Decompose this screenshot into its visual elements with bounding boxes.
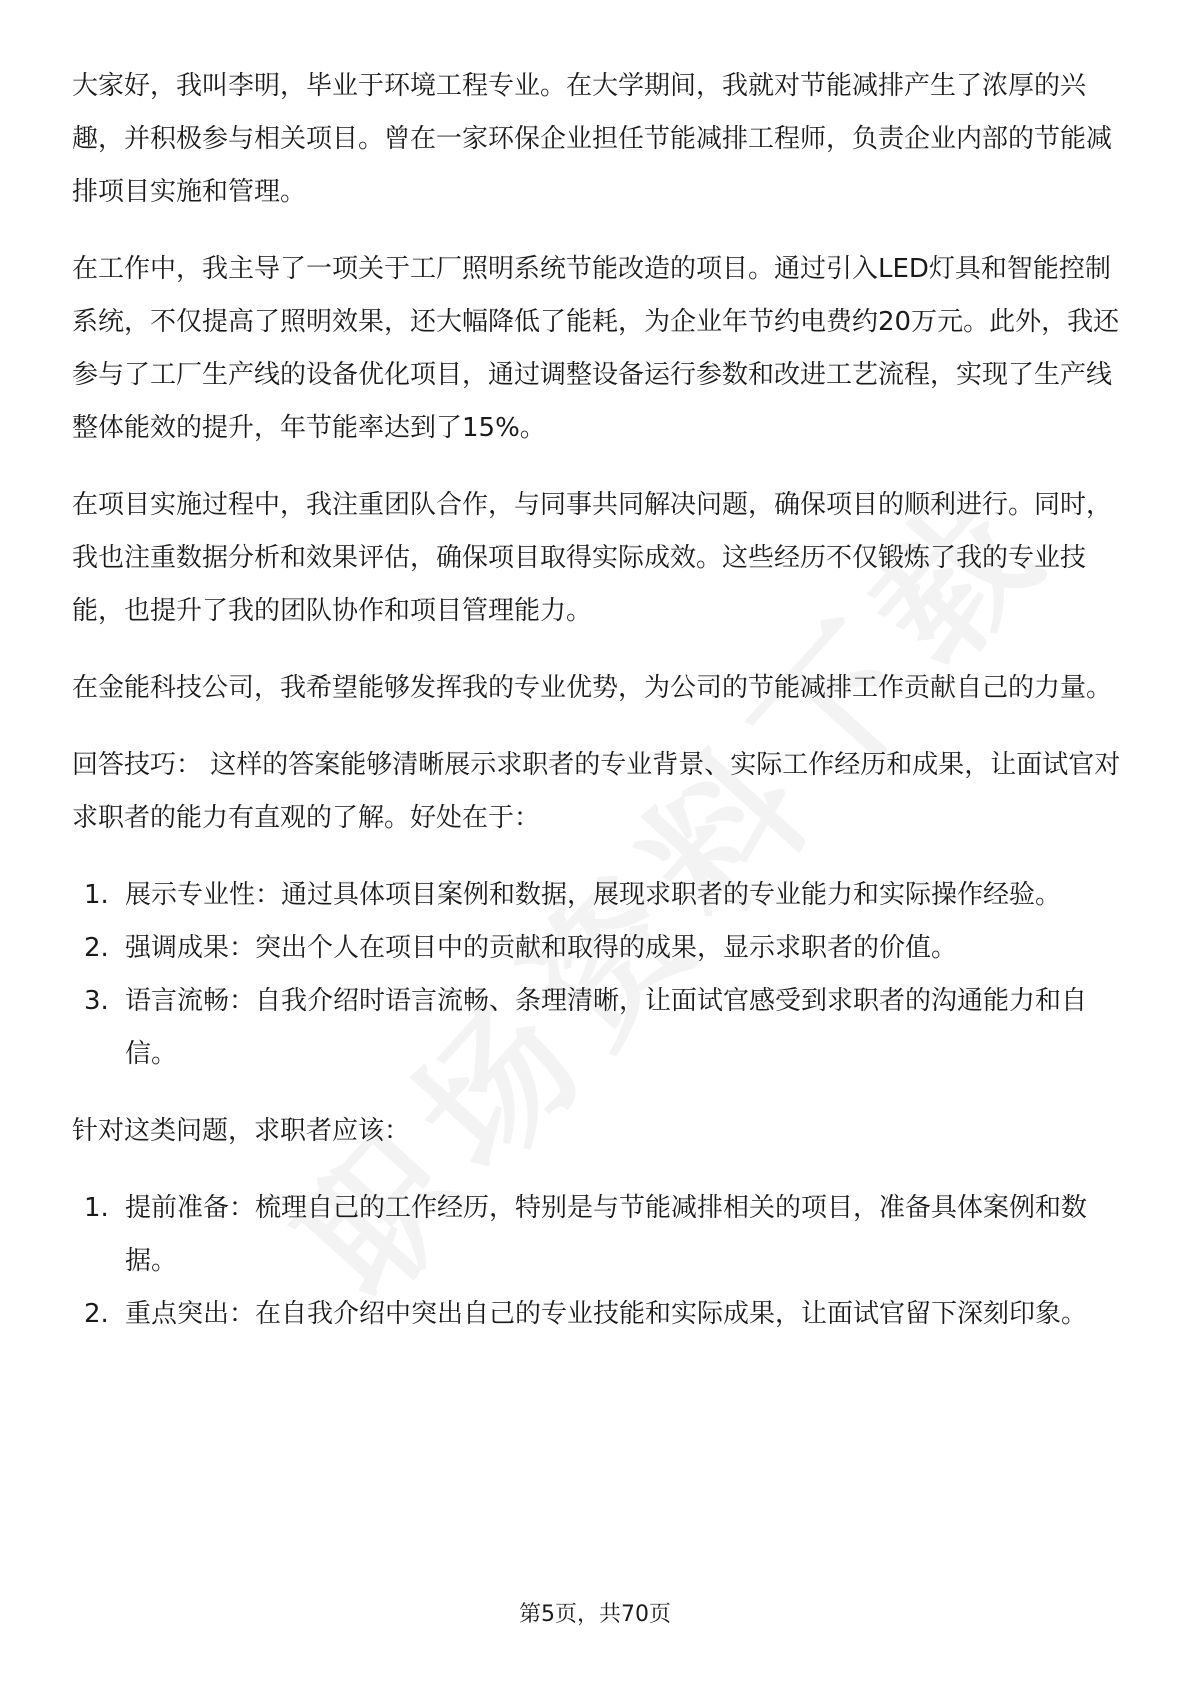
paragraph-teamwork: 在项目实施过程中，我注重团队合作，与同事共同解决问题，确保项目的顺利进行。同时，我也注重数据分析和效果评估，确保项目取得实际成效。这些经历不仅锻炼了我的专业技能，也提升了我的团队协作和项目管理能力。 xyxy=(72,490,1113,626)
paragraph-advice-intro: 针对这类问题，求职者应该： xyxy=(72,1116,411,1146)
benefits-list xyxy=(72,869,1122,1081)
list-number: 2. xyxy=(84,1299,109,1329)
list-number: 2. xyxy=(84,933,109,963)
list-item xyxy=(72,922,1122,975)
paragraph-goal: 在金能科技公司，我希望能够发挥我的专业优势，为公司的节能减排工作贡献自己的力量。 xyxy=(72,673,1113,703)
list-item xyxy=(72,869,1122,922)
paragraph-work-experience: 在工作中，我主导了一项关于工厂照明系统节能改造的项目。通过引入LED灯具和智能控制系统，不仅提高了照明效果，还大幅降低了能耗，为企业年节约电费约20万元。此外，我还参与了工厂生产线的设备优化项目，通过调整设备运行参数和改进工艺流程，实现了生产线整体能效的提升，年节能率达到了15%。 xyxy=(72,254,1120,443)
list-item-text: 强调成果：突出个人在项目中的贡献和取得的成果，显示求职者的价值。 xyxy=(125,933,958,963)
paragraph-intro: 大家好，我叫李明，毕业于环境工程专业。在大学期间，我就对节能减排产生了浓厚的兴趣，并积极参与相关项目。曾在一家环保企业担任节能减排工程师，负责企业内部的节能减排项目实施和管理。 xyxy=(72,71,1113,207)
document-body xyxy=(72,60,1122,1365)
list-number: 3. xyxy=(84,986,109,1016)
list-item xyxy=(72,975,1122,1081)
list-item xyxy=(72,1288,1122,1341)
list-item xyxy=(72,1182,1122,1288)
list-number: 1. xyxy=(84,880,109,910)
list-number: 1. xyxy=(84,1193,109,1223)
page-footer: 第5页，共70页 xyxy=(519,1602,671,1627)
paragraph-answer-tips: 回答技巧： 这样的答案能够清晰展示求职者的专业背景、实际工作经历和成果，让面试官对求职者的能力有直观的了解。好处在于： xyxy=(72,750,1121,833)
list-item-text: 语言流畅：自我介绍时语言流畅、条理清晰，让面试官感受到求职者的沟通能力和自信。 xyxy=(125,986,1088,1069)
list-item-text: 重点突出：在自我介绍中突出自己的专业技能和实际成果，让面试官留下深刻印象。 xyxy=(125,1299,1088,1329)
list-item-text: 展示专业性：通过具体项目案例和数据，展现求职者的专业能力和实际操作经验。 xyxy=(125,880,1062,910)
advice-list xyxy=(72,1182,1122,1341)
list-item-text: 提前准备：梳理自己的工作经历，特别是与节能减排相关的项目，准备具体案例和数据。 xyxy=(125,1193,1088,1276)
